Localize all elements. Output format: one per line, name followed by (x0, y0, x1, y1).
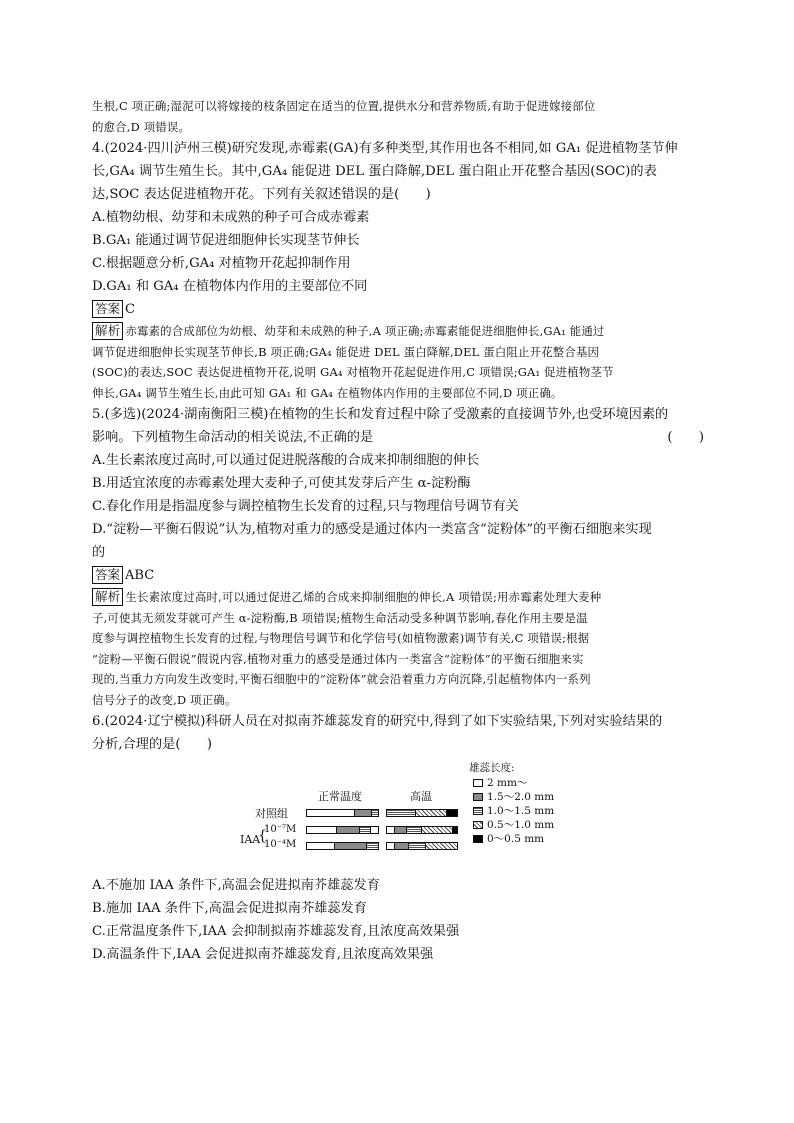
legend-item-0-0.5 (473, 831, 544, 846)
row-label-iaa-high: 10⁻⁴M (264, 839, 297, 850)
q4-option-a: A.植物幼根、幼芽和未成熟的种子可合成赤霉素 (92, 210, 370, 225)
legend-swatch-black (473, 835, 483, 843)
q6-stem-1: 6.(2024·辽宁模拟)科研人员在对拟南芥雄蕊发育的研究中,得到了如下实验结果,下列对实验结果的 (92, 714, 663, 729)
q6-stem-2: 分析,合理的是( ) (92, 737, 212, 752)
q5-stem-2-row (92, 426, 704, 449)
q6-option-a: A.不施加 IAA 条件下,高温会促进拟南芥雄蕊发育 (92, 878, 380, 893)
legend-item-0.5-1.0 (473, 817, 554, 832)
legend-label: 0.5～1.0 mm (487, 819, 555, 831)
q4-analysis-3: (SOC)的表达,SOC 表达促进植物开花,说明 GA₄ 对植物开花起促进作用,C 项错误;GA₁ 促进植物茎节 (92, 365, 614, 379)
q6-option-c: C.正常温度条件下,IAA 会抑制拟南芥雄蕊发育,且浓度高效果强 (92, 924, 460, 939)
row-label-iaa-low: 10⁻⁷M (264, 824, 297, 835)
col-header-normal-temp: 正常温度 (318, 790, 362, 803)
q5-analysis-6: 信号分子的改变,D 项正确。 (92, 692, 237, 707)
row-label-control: 对照组 (255, 807, 288, 820)
q4-analysis-2: 调节促进细胞伸长实现茎节伸长,B 项正确;GA₄ 能促进 DEL 蛋白降解,DEL 蛋白阻止开花整合基因 (92, 344, 600, 359)
legend-swatch-hlines (473, 807, 483, 815)
legend-item-2mm (473, 775, 527, 790)
q4-stem-3: 达,SOC 表达促进植物开花。下列有关叙述错误的是( ) (92, 187, 431, 202)
q5-option-d-cont: 的 (92, 545, 106, 560)
q4-answer-row (92, 298, 704, 321)
legend-label: 1.5～2.0 mm (487, 791, 555, 803)
legend-swatch-dark (473, 793, 483, 801)
bar-iaa-high-normal (306, 842, 379, 850)
legend-label: 0～0.5 mm (487, 833, 545, 845)
q5-option-c: C.春化作用是指温度参与调控植物生长发育的过程,只与物理信号调节有关 (92, 499, 519, 514)
q4-stem-1: 4.(2024·四川泸州三模)研究发现,赤霉素(GA)有多种类型,其作用也各不相同,如 GA₁ 促进植物茎节伸 (92, 141, 678, 156)
q5-analysis-4: “淀粉—平衡石假说”假说内容,植物对重力的感受是通过体内一类富含“淀粉体”的平衡石细胞来实 (92, 651, 584, 666)
q5-option-d: D.“淀粉—平衡石假说”认为,植物对重力的感受是通过体内一类富含“淀粉体”的平衡石细胞来实现 (92, 522, 652, 537)
q5-analysis-row-1 (92, 587, 704, 608)
answer-label-box: 答案 (92, 566, 123, 584)
q4-analysis-row-1 (92, 321, 704, 342)
bar-iaa-low-normal (306, 826, 379, 834)
bar-iaa-low-high (386, 826, 458, 834)
q5-answer-paren: ( ) (667, 430, 704, 445)
q4-analysis-4: 伸长,GA₄ 调节生殖生长,由此可知 GA₁ 和 GA₄ 在植物体内作用的主要部位不同,D 项正确。 (92, 385, 563, 400)
q4-option-c: C.根据题意分析,GA₄ 对植物开花起抑制作用 (92, 256, 351, 271)
row-label-iaa: IAA (240, 833, 261, 846)
q5-answer-row (92, 564, 704, 587)
legend-label: 1.0～1.5 mm (487, 805, 555, 817)
legend-item-1.5-2.0 (473, 789, 554, 804)
q4-answer: C (125, 302, 135, 317)
q5-answer: ABC (125, 568, 155, 583)
q5-analysis-2: 子,可使其无须发芽就可产生 α-淀粉酶,B 项错误;植物生命活动受多种调节影响,春化作用主要是温 (92, 610, 588, 625)
q6-option-b: B.施加 IAA 条件下,高温会促进拟南芥雄蕊发育 (92, 901, 367, 916)
iaa-bracket: { (258, 828, 267, 844)
stamen-length-figure (92, 760, 704, 872)
col-header-high-temp: 高温 (410, 790, 432, 803)
q5-option-b: B.用适宜浓度的赤霉素处理大麦种子,可使其发芽后产生 α-淀粉酶 (92, 476, 471, 491)
q5-stem-1: 5.(多选)(2024·湖南衡阳三模)在植物的生长和发育过程中除了受激素的直接调节外,也受环境因素的 (92, 407, 669, 422)
q5-analysis-5: 现的,当重力方向发生改变时,平衡石细胞中的“淀粉体”就会沿着重力方向沉降,引起植物体内一系列 (92, 672, 591, 686)
q5-analysis-1: 生长素浓度过高时,可以通过促进乙烯的合成来抑制细胞的伸长,A 项错误;用赤霉素处理大麦种 (125, 590, 602, 604)
legend-label: 2 mm～ (487, 777, 528, 789)
intro-line-2: 的愈合,D 项错误。 (92, 119, 191, 134)
intro-line-1: 生根,C 项正确;湿泥可以将嫁接的枝条固定在适当的位置,提供水分和营养物质,有助于促进嫁接部位 (92, 99, 596, 113)
legend-swatch-diag (473, 821, 483, 829)
bar-iaa-high-high (386, 842, 458, 850)
legend-swatch-white (473, 779, 483, 787)
q4-option-b: B.GA₁ 能通过调节促进细胞伸长实现茎节伸长 (92, 233, 360, 248)
analysis-label-box: 解析 (92, 588, 123, 606)
bar-control-high (386, 809, 458, 817)
bar-control-normal (306, 809, 379, 817)
q5-analysis-3: 度参与调控植物生长发育的过程,与物理信号调节和化学信号(如植物激素)调节有关,C 项错误;根据 (92, 631, 590, 645)
q4-stem-2: 长,GA₄ 调节生殖生长。其中,GA₄ 能促进 DEL 蛋白降解,DEL 蛋白阻止开花整合基因(SOC)的表 (92, 164, 657, 179)
legend-item-1.0-1.5 (473, 803, 554, 818)
q4-analysis-1: 赤霉素的合成部位为幼根、幼芽和未成熟的种子,A 项正确;赤霉素能促进细胞伸长,GA₁ 能通过 (125, 324, 605, 338)
analysis-label-box: 解析 (92, 322, 123, 340)
q5-stem-2: 影响。下列植物生命活动的相关说法,不正确的是 (92, 430, 374, 445)
q4-option-d: D.GA₁ 和 GA₄ 在植物体内作用的主要部位不同 (92, 279, 368, 294)
worksheet-page (92, 96, 704, 966)
legend-title: 雄蕊长度: (469, 762, 515, 774)
answer-label-box: 答案 (92, 300, 123, 318)
q5-option-a: A.生长素浓度过高时,可以通过促进脱落酸的合成来抑制细胞的伸长 (92, 453, 480, 468)
q6-option-d: D.高温条件下,IAA 会促进拟南芥雄蕊发育,且浓度高效果强 (92, 947, 434, 962)
